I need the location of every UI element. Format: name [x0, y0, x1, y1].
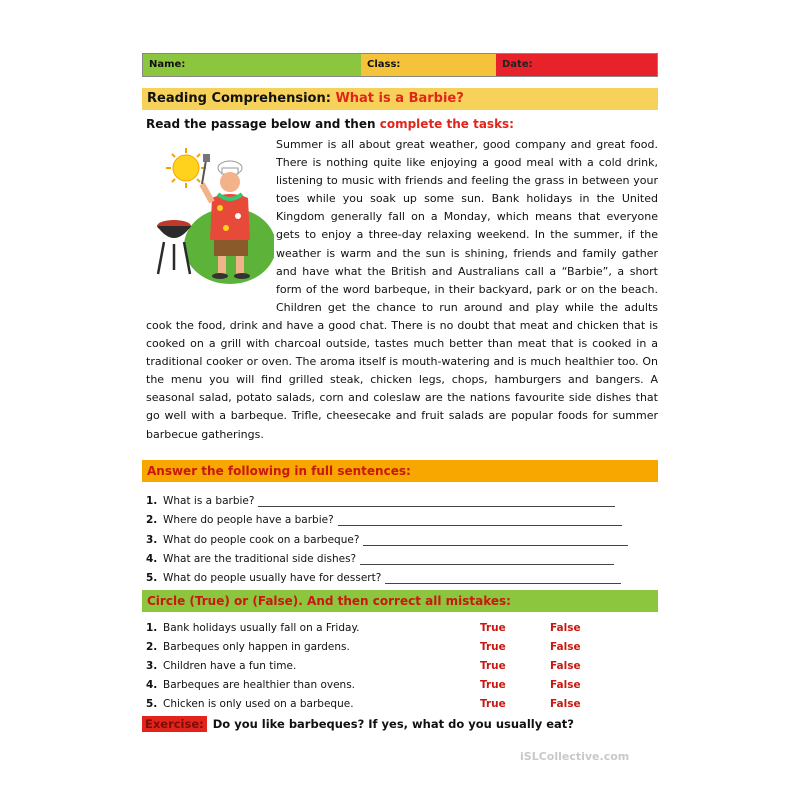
- question-row: [146, 488, 658, 507]
- true-false-row: [146, 676, 658, 695]
- true-option[interactable]: True: [480, 679, 506, 692]
- exercise-text: Do you like barbeques? If yes, what do you usually eat?: [212, 716, 574, 731]
- question-number: 3.: [146, 533, 158, 546]
- questions-section-title: Answer the following in full sentences:: [142, 460, 658, 482]
- true-option[interactable]: True: [480, 659, 506, 672]
- worksheet: [142, 53, 658, 732]
- true-false-section-title: Circle (True) or (False). And then correct all mistakes:: [142, 590, 658, 612]
- question-row: [146, 507, 658, 526]
- questions-list: [142, 482, 658, 584]
- answer-line[interactable]: [385, 572, 621, 584]
- date-field[interactable]: Date:: [496, 54, 657, 76]
- sun-icon: [166, 148, 206, 188]
- question-row: [146, 526, 658, 545]
- answer-line[interactable]: [338, 514, 622, 526]
- header-bar: [142, 53, 658, 77]
- question-number: 4.: [146, 552, 158, 565]
- answer-line[interactable]: [360, 553, 614, 565]
- question-text: What do people usually have for dessert?: [163, 571, 382, 584]
- true-false-row: [146, 618, 658, 637]
- question-text: What is a barbie?: [163, 495, 255, 508]
- statement-text: Barbeques are healthier than ovens.: [163, 679, 356, 692]
- instructions-highlight: complete the tasks:: [379, 117, 514, 131]
- question-number: 1.: [146, 495, 158, 508]
- true-false-list: [142, 612, 658, 714]
- instructions-prefix: Read the passage below and then: [146, 117, 376, 131]
- question-text: What do people cook on a barbeque?: [163, 533, 360, 546]
- statement-text: Barbeques only happen in gardens.: [163, 640, 350, 653]
- statement-number: 4.: [146, 679, 158, 692]
- statement-number: 5.: [146, 698, 158, 711]
- false-option[interactable]: False: [550, 621, 581, 634]
- true-option[interactable]: True: [480, 640, 506, 653]
- answer-line[interactable]: [258, 495, 615, 507]
- statement-text: Children have a fun time.: [163, 659, 297, 672]
- page-title: [142, 88, 658, 110]
- true-false-row: [146, 656, 658, 675]
- exercise-row: [142, 716, 658, 732]
- false-option[interactable]: False: [550, 640, 581, 653]
- title-prefix: Reading Comprehension:: [147, 91, 331, 106]
- instructions: [142, 116, 658, 134]
- watermark: iSLCollective.com: [520, 750, 630, 763]
- barbecue-man-illustration: [150, 146, 274, 286]
- true-option[interactable]: True: [480, 698, 506, 711]
- exercise-label: Exercise:: [142, 716, 207, 732]
- question-text: Where do people have a barbie?: [163, 514, 334, 527]
- statement-number: 1.: [146, 621, 158, 634]
- true-false-row: [146, 695, 658, 714]
- statement-text: Bank holidays usually fall on a Friday.: [163, 621, 360, 634]
- title-highlight: What is a Barbie?: [335, 91, 464, 106]
- true-option[interactable]: True: [480, 621, 506, 634]
- false-option[interactable]: False: [550, 659, 581, 672]
- false-option[interactable]: False: [550, 679, 581, 692]
- true-false-row: [146, 637, 658, 656]
- name-field[interactable]: Name:: [143, 54, 361, 76]
- statement-text: Chicken is only used on a barbeque.: [163, 698, 354, 711]
- statement-number: 2.: [146, 640, 158, 653]
- answer-line[interactable]: [363, 534, 628, 546]
- question-number: 5.: [146, 571, 158, 584]
- question-row: [146, 565, 658, 584]
- statement-number: 3.: [146, 659, 158, 672]
- class-field[interactable]: Class:: [361, 54, 496, 76]
- question-text: What are the traditional side dishes?: [163, 552, 357, 565]
- false-option[interactable]: False: [550, 698, 581, 711]
- question-row: [146, 546, 658, 565]
- question-number: 2.: [146, 514, 158, 527]
- grill-icon: [157, 220, 191, 274]
- passage-area: [142, 136, 658, 460]
- passage-text: Summer is all about great weather, good company and great food. There is nothing quite like enjoying a good meal with a cold drink, listening to music with friends and feeling the grass in between your toes while you soak up some sun. Bank holidays in the United Kingdom generally fall on a Monday, which means that everyone gets to enjoy a three-day relaxing weekend. In the summer, if the weather is warm and the sun is shining, friends and family gather and have what the British and Australians call a “Barbie”, a short form of the word barbeque, in their backyard, park or on the beach. Children get the chance to run around and play while the adults cook the food, drink and have a good chat. There is no doubt that meat and chicken that is cooked on a grill with charcoal outside, tastes much better than meat that is cooked in a traditional cooker or oven. The aroma itself is mouth-watering and is much healthier too. On the menu you will find grilled steak, chicken legs, chops, hamburgers and bangers. A seasonal salad, potato salads, corn and coleslaw are the nations favourite side dishes that go well with a barbeque. Trifle, cheesecake and fruit salads are popular foods for summer barbecue gatherings.: [146, 138, 658, 441]
